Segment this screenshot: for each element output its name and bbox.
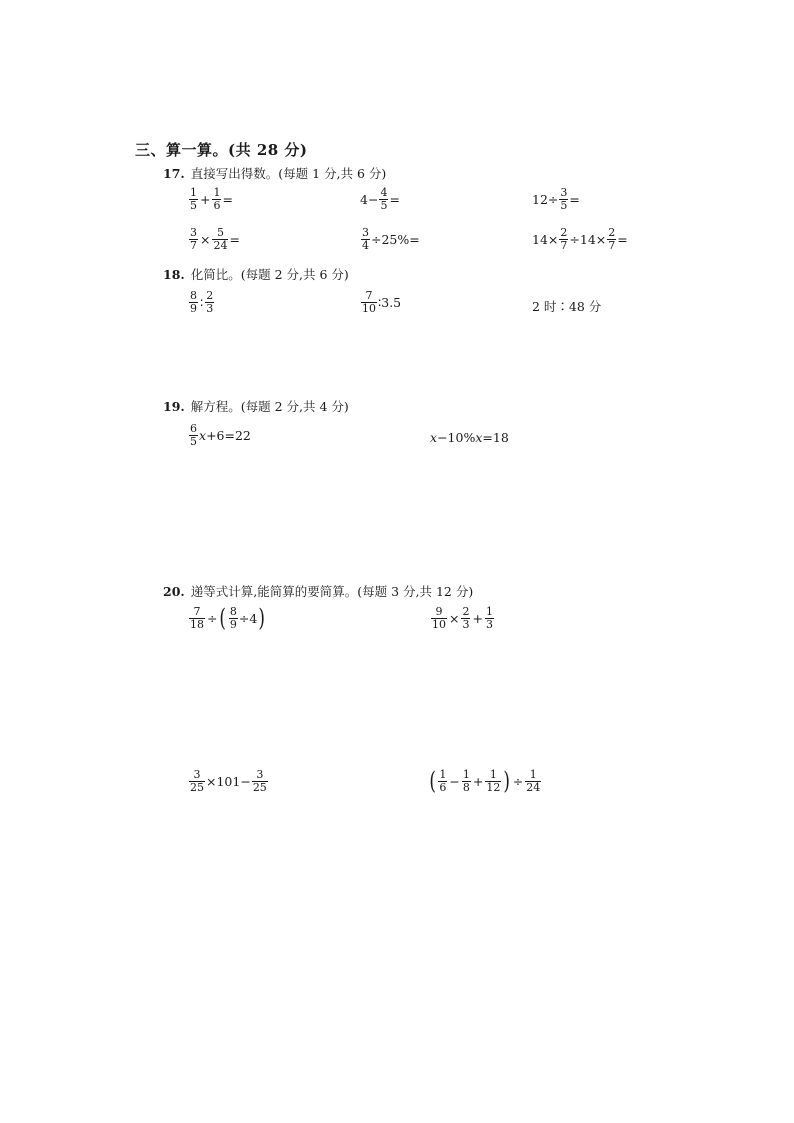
- q20-item-3: $\frac{3}{25}$ ×101− $\frac{3}{25}$: [190, 768, 267, 794]
- q17-item-2: 4− $\frac{4}{5}$ =: [360, 186, 400, 212]
- fraction: $\frac{7}{10}$: [362, 289, 376, 315]
- q17-text: 直接写出得数。(每题 1 分,共 6 分): [190, 166, 387, 181]
- q18-item-2: $\frac{7}{10}$ ∶3.5: [362, 289, 402, 315]
- fraction: $\frac{6}{5}$: [190, 422, 197, 448]
- q19-text: 解方程。(每题 2 分,共 4 分): [190, 399, 349, 414]
- q18-number: 18.: [163, 267, 185, 282]
- q20-text: 递等式计算,能简算的要简算。(每题 3 分,共 12 分): [190, 584, 474, 599]
- fraction: $\frac{1}{6}$: [439, 768, 447, 794]
- q20-item-1: $\frac{7}{18}$ ÷ ( $\frac{8}{9}$ ÷4 ): [190, 604, 266, 633]
- fraction: $\frac{3}{4}$: [362, 226, 369, 252]
- fraction: $\frac{1}{24}$: [526, 768, 541, 794]
- fraction: $\frac{1}{12}$: [486, 768, 501, 794]
- q18-text: 化简比。(每题 2 分,共 6 分): [190, 267, 349, 282]
- q19-item-1: $\frac{6}{5}$ x +6=22: [190, 422, 251, 448]
- q18-item-3: 2 时∶48 分: [532, 299, 602, 314]
- fraction: $\frac{7}{18}$: [190, 605, 204, 631]
- q20-number: 20.: [163, 584, 185, 599]
- fraction: $\frac{3}{5}$: [560, 186, 568, 212]
- q20-item-2: $\frac{9}{10}$ × $\frac{2}{3}$ + $\frac{1}{3}$: [432, 605, 493, 631]
- q17-item-3: 12÷ $\frac{3}{5}$ =: [532, 186, 580, 212]
- fraction: $\frac{8}{9}$: [190, 289, 197, 315]
- fraction: $\frac{3}{25}$: [190, 768, 204, 794]
- q17-title: [163, 164, 386, 182]
- fraction: $\frac{1}{6}$: [213, 186, 221, 212]
- q19-number: 19.: [163, 399, 185, 414]
- q17-item-6: 14× $\frac{2}{7}$ ÷14× $\frac{2}{7}$ =: [532, 226, 628, 252]
- fraction: $\frac{1}{3}$: [485, 605, 493, 631]
- fraction: $\frac{9}{10}$: [432, 605, 446, 631]
- q19-title: [163, 397, 349, 415]
- q17-number: 17.: [163, 166, 185, 181]
- fraction: $\frac{3}{25}$: [252, 768, 267, 794]
- fraction: $\frac{3}{7}$: [190, 226, 197, 252]
- fraction: $\frac{8}{9}$: [229, 605, 237, 631]
- q19-item-2: x −10% x =18: [430, 430, 509, 445]
- q17-item-5: $\frac{3}{4}$ ÷25%=: [362, 226, 420, 252]
- q20-title: [163, 582, 473, 600]
- q18-item-1: $\frac{8}{9}$ ∶ $\frac{2}{3}$: [190, 289, 214, 315]
- q20-item-4: ( $\frac{1}{6}$ − $\frac{1}{8}$ + $\frac{1}{12}$ ) ÷ $\frac{1}{24}$: [429, 767, 541, 796]
- fraction: $\frac{5}{24}$: [213, 226, 228, 252]
- fraction: $\frac{2}{7}$: [608, 226, 616, 252]
- fraction: $\frac{4}{5}$: [380, 186, 388, 212]
- section-title: 三、算一算。(共 28 分): [135, 141, 308, 159]
- fraction: $\frac{2}{3}$: [206, 289, 214, 315]
- fraction: $\frac{1}{5}$: [190, 186, 197, 212]
- fraction: $\frac{1}{8}$: [462, 768, 470, 794]
- q17-item-4: $\frac{3}{7}$ × $\frac{5}{24}$ =: [190, 226, 240, 252]
- q18-title: [163, 265, 349, 283]
- fraction: $\frac{2}{3}$: [462, 605, 470, 631]
- fraction: $\frac{2}{7}$: [560, 226, 568, 252]
- q17-item-1: $\frac{1}{5}$ + $\frac{1}{6}$ =: [190, 186, 233, 212]
